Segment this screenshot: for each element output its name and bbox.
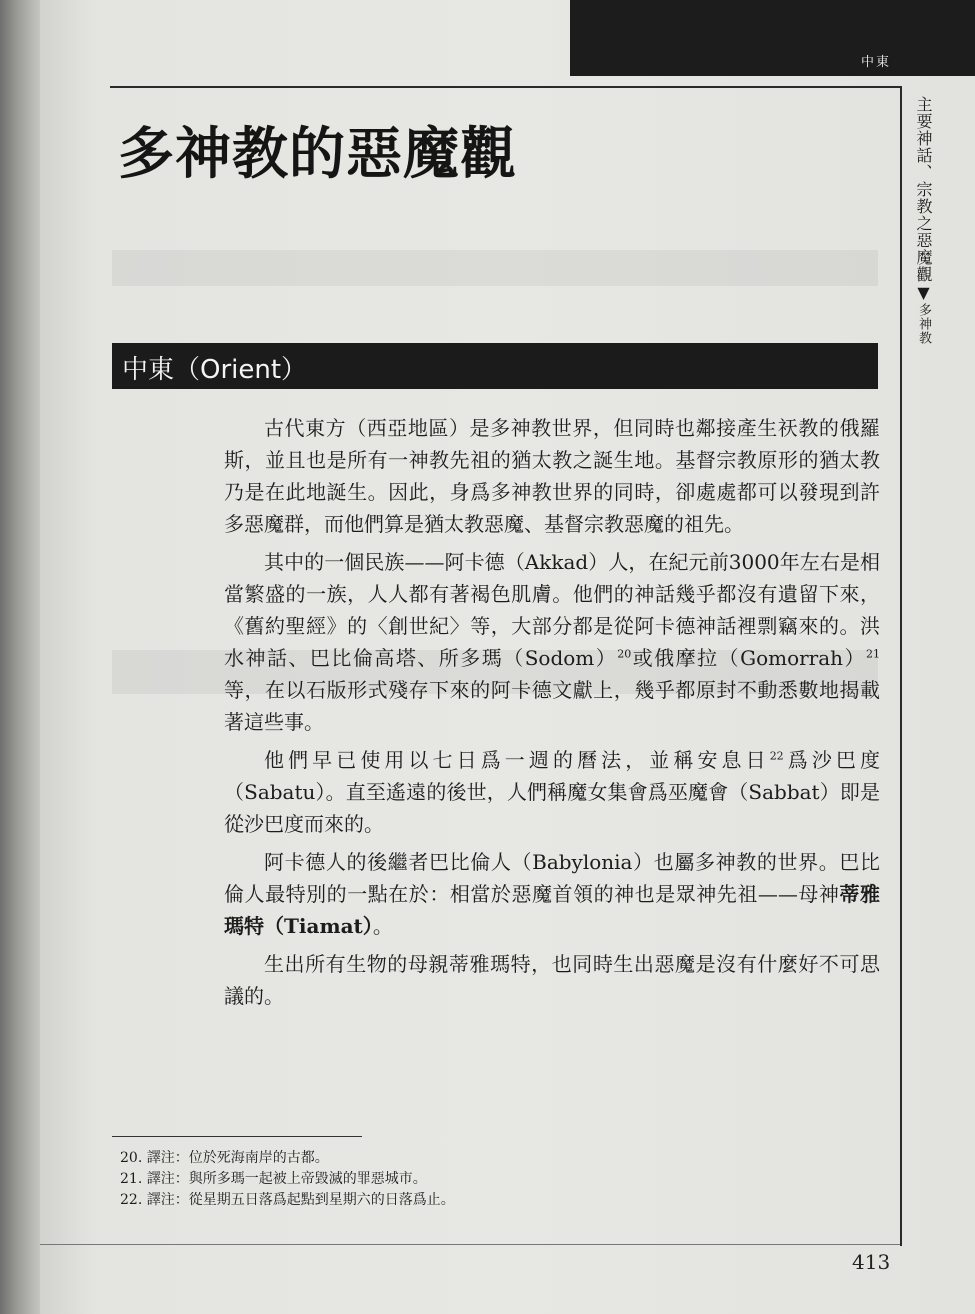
paragraph-3 (224, 744, 880, 840)
section-heading: 中東（Orient） (122, 355, 308, 385)
page-title: 多神教的惡魔觀 (118, 122, 517, 187)
paragraph-1-text: 古代東方（西亞地區）是多神教世界，但同時也鄰接產生祆教的俄羅斯，並且也是所有一神教先祖的猶太教之誕生地。基督宗教原形的猶太教乃是在此地誕生。因此，身爲多神教世界的同時，卻處處都可以發現到許多惡魔群，而他們算是猶太教惡魔、基督宗教惡魔的祖先。 (224, 416, 880, 536)
body-text (224, 412, 880, 1018)
section-heading-bar (112, 343, 878, 389)
header-rule (110, 86, 900, 88)
paragraph-1 (224, 412, 880, 540)
tiamat-bold-term: 蒂雅瑪特（Tiamat） (224, 882, 881, 938)
paragraph-5-text: 生出所有生物的母親蒂雅瑪特，也同時生出惡魔是沒有什麼好不可思議的。 (224, 952, 880, 1008)
running-header-label: 中東 (860, 55, 891, 70)
footnote-ref-21: 21 (866, 647, 880, 661)
paragraph-3-text-a: 他們早已使用以七日爲一週的曆法，並稱安息日 (264, 748, 770, 772)
paragraph-2 (224, 546, 880, 738)
side-chapter-tab (906, 96, 936, 345)
running-header-bar (570, 0, 975, 76)
side-chapter-subtitle: 多神教 (916, 303, 931, 345)
page-number: 413 (852, 1250, 891, 1274)
paragraph-4 (224, 846, 880, 942)
bleed-through-shading (112, 250, 878, 286)
side-chapter-title: 主要神話、宗教之惡魔觀 (914, 96, 933, 283)
paragraph-2-text-a: 其中的一個民族——阿卡德（Akkad）人，在紀元前3000年左右是相當繁盛的一族，人人都有著褐色肌膚。他們的神話幾乎都沒有遺留下來，《舊約聖經》的〈創世紀〉等，大部分都是從阿卡德神話裡剽竊來的。洪水神話、巴比倫高塔、所多瑪（Sodom） (224, 550, 880, 670)
paragraph-3-text-b: 爲沙巴度（Sabatu）。直至遙遠的後世，人們稱魔女集會爲巫魔會（Sabbat）即是從沙巴度而來的。 (224, 748, 881, 836)
footnote-ref-20: 20 (617, 647, 632, 661)
footnotes (120, 1148, 720, 1211)
footnote-20: 20. 譯注：位於死海南岸的古都。 (120, 1150, 329, 1166)
triangle-marker-icon: ▼ (914, 283, 933, 303)
paragraph-4-text-a: 阿卡德人的後繼者巴比倫人（Babylonia）也屬多神教的世界。巴比倫人最特別的一點在於：相當於惡魔首領的神也是眾神先祖——母神 (224, 850, 880, 906)
paragraph-2-text-b: 或俄摩拉（Gomorrah） (631, 646, 866, 670)
paragraph-5 (224, 948, 880, 1012)
side-rule (900, 86, 902, 1246)
paragraph-2-text-c: 等，在以石版形式殘存下來的阿卡德文獻上，幾乎都原封不動悉數地揭載著這些事。 (224, 678, 880, 734)
paragraph-4-text-b: 。 (372, 914, 393, 938)
footnote-21: 21. 譯注：與所多瑪一起被上帝毀滅的罪惡城市。 (120, 1171, 427, 1187)
bottom-rule (40, 1244, 900, 1245)
footnote-22: 22. 譯注：從星期五日落爲起點到星期六的日落爲止。 (120, 1192, 455, 1208)
footnote-rule (112, 1136, 362, 1137)
footnote-ref-22: 22 (769, 749, 784, 763)
